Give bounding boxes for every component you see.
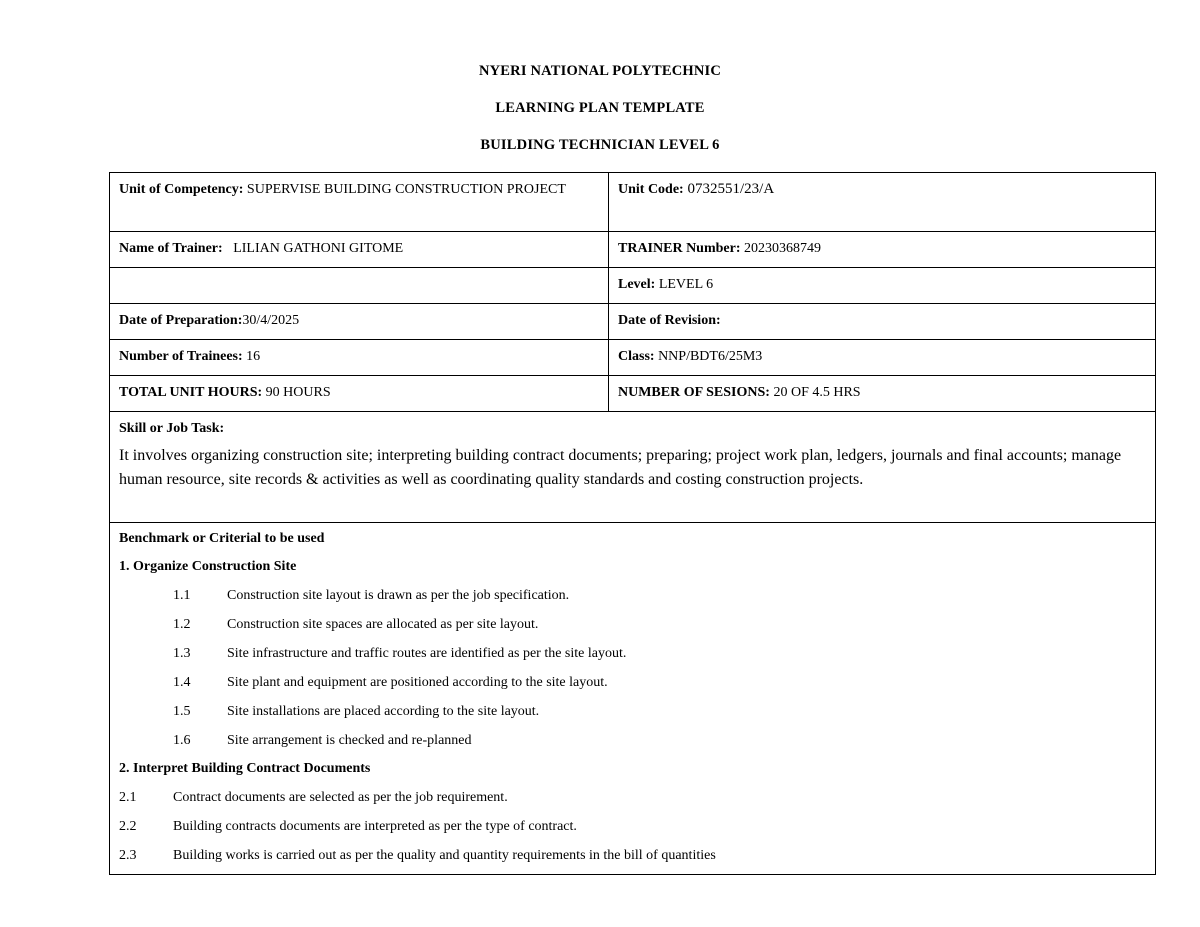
document-title: LEARNING PLAN TEMPLATE	[495, 100, 705, 116]
unit-competency-value: SUPERVISE BUILDING CONSTRUCTION PROJECT	[243, 182, 566, 197]
criterion-text: Construction site layout is drawn as per the job specification.	[227, 588, 570, 603]
hours-label: TOTAL UNIT HOURS:	[119, 385, 263, 400]
unit-competency-label: Unit of Competency:	[119, 182, 244, 197]
unit-code-label: Unit Code:	[618, 182, 684, 197]
hours-value: 90 HOURS	[262, 385, 331, 400]
level-value: LEVEL 6	[655, 277, 714, 292]
table-row	[110, 376, 1156, 412]
criterion-item	[119, 812, 1147, 841]
class-label: Class:	[618, 349, 655, 364]
prep-date-cell	[110, 304, 609, 340]
table-row	[110, 304, 1156, 340]
skill-label: Skill or Job Task:	[119, 421, 225, 436]
criterion-text: Building contracts documents are interpreted as per the type of contract.	[173, 819, 577, 834]
criterion-text: Building works is carried out as per the quality and quantity requirements in the bill of quantities	[173, 848, 716, 863]
criterion-item	[119, 581, 1147, 610]
criterion-number: 1.4	[173, 675, 191, 690]
class-cell	[609, 340, 1156, 376]
revision-date-cell	[609, 304, 1156, 340]
criterion-number: 1.1	[173, 588, 191, 603]
criterion-text: Site plant and equipment are positioned according to the site layout.	[227, 675, 608, 690]
level-cell	[609, 268, 1156, 304]
hours-cell	[110, 376, 609, 412]
criterion-text: Construction site spaces are allocated as per site layout.	[227, 617, 539, 632]
section-title: 2. Interpret Building Contract Documents	[119, 761, 371, 776]
class-value: NNP/BDT6/25M3	[654, 349, 763, 364]
prep-date-value: 30/4/2025	[242, 313, 300, 328]
criterion-item	[119, 783, 1147, 812]
criterion-number: 2.3	[119, 848, 137, 863]
criterion-text: Site installations are placed according to the site layout.	[227, 704, 540, 719]
table-row	[110, 412, 1156, 523]
criterion-text: Contract documents are selected as per the job requirement.	[173, 790, 508, 805]
table-row	[110, 232, 1156, 268]
trainer-number-label: TRAINER Number:	[618, 241, 741, 256]
criterion-item	[119, 639, 1147, 668]
criterion-item	[119, 726, 1147, 755]
trainees-value: 16	[242, 349, 261, 364]
unit-code-cell	[609, 173, 1156, 232]
table-row	[110, 268, 1156, 304]
criterion-number: 1.2	[173, 617, 191, 632]
table-row	[110, 340, 1156, 376]
sessions-value: 20 OF 4.5 HRS	[769, 385, 861, 400]
learning-plan-table	[109, 172, 1156, 875]
criterion-number: 1.5	[173, 704, 191, 719]
prep-date-label: Date of Preparation:	[119, 313, 243, 328]
skill-description: It involves organizing construction site; interpreting building contract documents; preparing; project work plan, ledgers, journals and final accounts; manage human resource, site records & activities as well as coordinating quality standards and costing construction projects.	[119, 447, 1122, 488]
unit-competency-cell	[110, 173, 609, 232]
benchmark-cell	[110, 523, 1156, 875]
trainer-name-value: LILIAN GATHONI GITOME	[222, 241, 404, 256]
criterion-number: 1.3	[173, 646, 191, 661]
institution-title: NYERI NATIONAL POLYTECHNIC	[478, 63, 722, 79]
skill-cell	[110, 412, 1156, 523]
section-title: 1. Organize Construction Site	[119, 559, 297, 574]
trainer-number-cell	[609, 232, 1156, 268]
table-row	[110, 173, 1156, 232]
table-row	[110, 523, 1156, 875]
criterion-text: Site infrastructure and traffic routes are identified as per the site layout.	[227, 646, 627, 661]
sessions-label: NUMBER OF SESIONS:	[618, 385, 770, 400]
unit-code-value: 0732551/23/A	[683, 181, 775, 197]
benchmark-label: Benchmark or Criterial to be used	[119, 531, 325, 546]
criterion-item	[119, 841, 1147, 870]
criterion-number: 1.6	[173, 733, 191, 748]
criterion-number: 2.2	[119, 819, 137, 834]
sessions-cell	[609, 376, 1156, 412]
criterion-number: 2.1	[119, 790, 137, 805]
trainer-name-label: Name of Trainer:	[119, 241, 223, 256]
level-label: Level:	[618, 277, 656, 292]
criterion-text: Site arrangement is checked and re-planned	[227, 733, 472, 748]
criterion-item	[119, 697, 1147, 726]
revision-date-label: Date of Revision:	[618, 313, 721, 328]
criterion-item	[119, 668, 1147, 697]
criterion-item	[119, 610, 1147, 639]
course-title: BUILDING TECHNICIAN LEVEL 6	[480, 137, 720, 153]
trainer-number-value: 20230368749	[740, 241, 821, 256]
trainees-label: Number of Trainees:	[119, 349, 243, 364]
trainer-name-cell	[110, 232, 609, 268]
empty-cell	[110, 268, 609, 304]
trainees-cell	[110, 340, 609, 376]
